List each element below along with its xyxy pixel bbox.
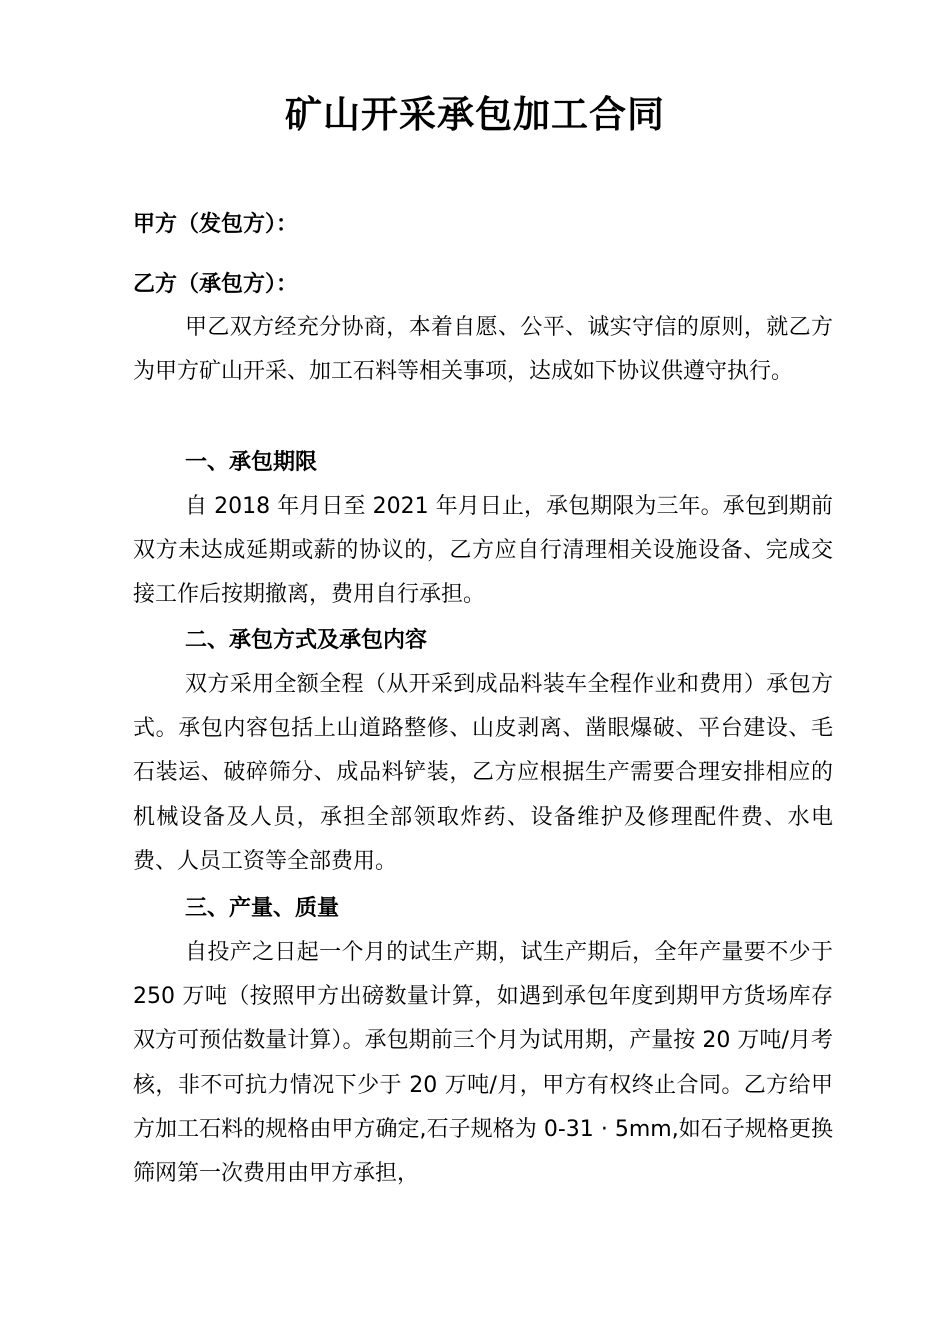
document-title: 矿山开采承包加工合同	[285, 93, 665, 136]
section-heading-2: 二、承包方式及承包内容	[185, 628, 428, 653]
party-b-label: 乙方（承包方）：	[133, 272, 299, 297]
section-heading-1: 一、承包期限	[185, 450, 318, 475]
section-body-2: 双方采用全额全程（从开采到成品料装车全程作业和费用）承包方式。承包内容包括上山道路整修、山皮剥离、凿眼爆破、平台建设、毛石装运、破碎筛分、成品料铲装，乙方应根据生产需要合理安排相应的机械设备及人员，承担全部领取炸药、设备维护及修理配件费、水电费、人员工资等全部费用。	[133, 672, 833, 874]
section-body-3: 自投产之日起一个月的试生产期，试生产期后，全年产量要不少于 250 万吨（按照甲方出磅数量计算，如遇到承包年度到期甲方货场库存双方可预估数量计算）。承包期前三个月为试用期，产量按 20 万吨/月考核，非不可抗力情况下少于 20 万吨/月，甲方有权终止合同。乙方给甲方加工石料的规格由甲方确定,石子规格为 0-31 · 5mm,如石子规格更换筛网第一次费用由甲方承担，	[133, 940, 833, 1187]
intro-paragraph: 甲乙双方经充分协商，本着自愿、公平、诚实守信的原则，就乙方为甲方矿山开采、加工石料等相关事项，达成如下协议供遵守执行。	[133, 315, 833, 385]
section-heading-3: 三、产量、质量	[185, 896, 340, 921]
party-a-label: 甲方（发包方）：	[133, 212, 299, 237]
section-body-1: 自 2018 年月日至 2021 年月日止，承包期限为三年。承包到期前双方未达成延期或薪的协议的，乙方应自行清理相关设施设备、完成交接工作后按期撤离，费用自行承担。	[133, 494, 833, 608]
